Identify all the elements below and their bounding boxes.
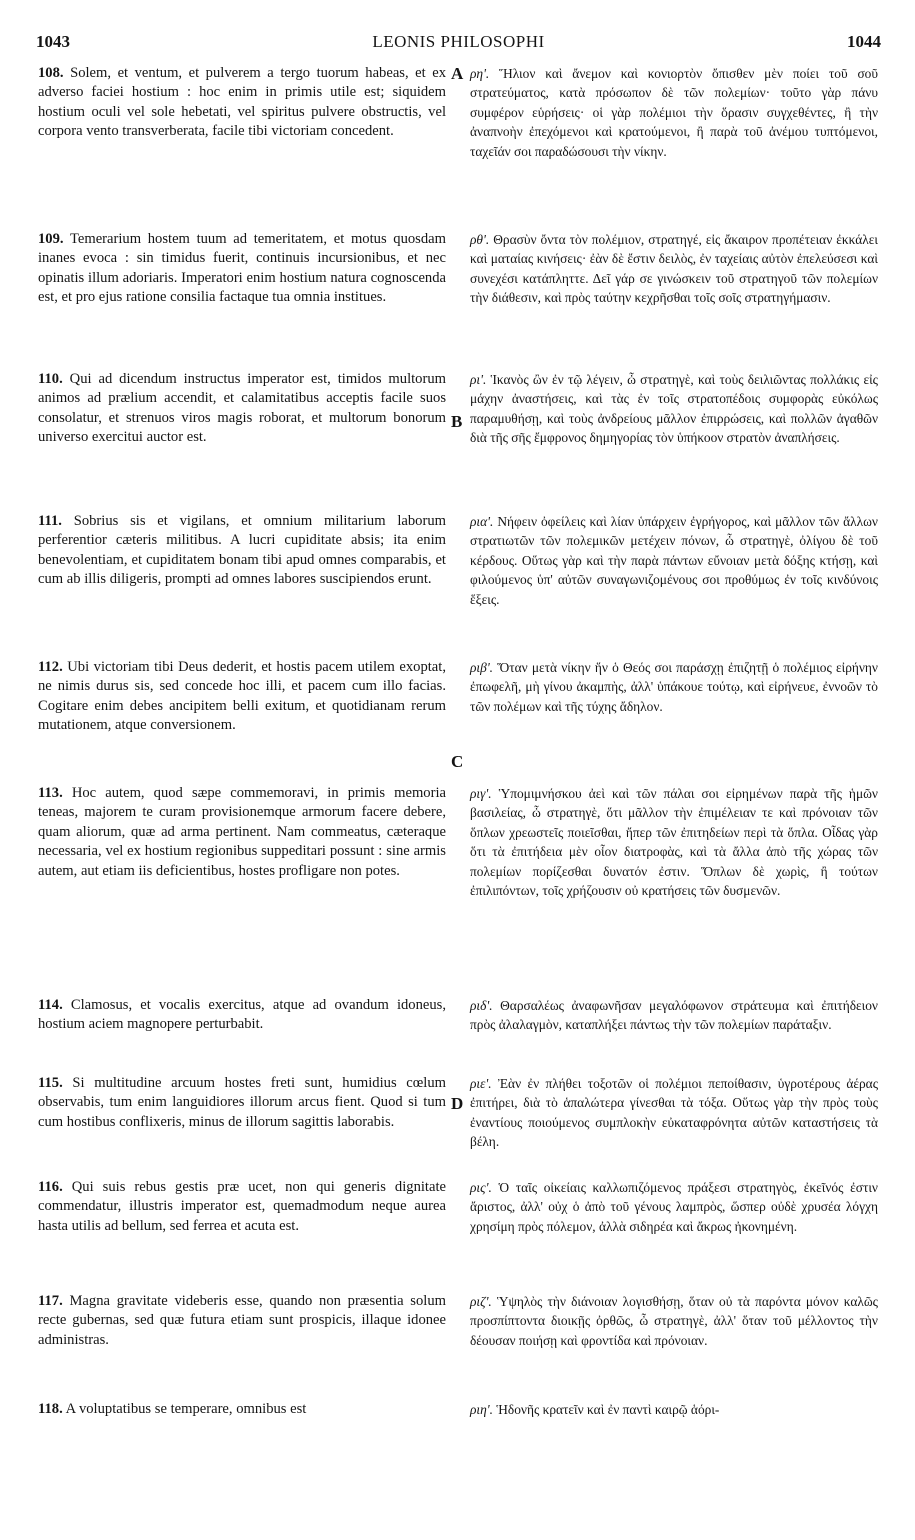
paragraph-text: Solem, et ventum, et pulverem a tergo tuorum habeas, et ex adverso faciei hostium : hoc enim in primis utile est; siquidem hostium oculi vel sole hebetati, vel spiritus pulvere obstructis, vel corpora vento transverberata, facile tibi victoriam concedent. (38, 65, 447, 140)
greek-paragraph-115 (470, 1074, 878, 1152)
paragraph-number: ριβ'. (470, 660, 494, 675)
latin-paragraph-112 (38, 658, 446, 736)
paragraph-text: Magna gravitate videberis esse, quando non præsentia solum recte gubernas, sed quæ futura etiam sunt prospicis, illaque idonee administras. (38, 1293, 446, 1348)
latin-paragraph-116 (38, 1178, 446, 1236)
latin-paragraph-114 (38, 996, 446, 1035)
greek-paragraph-116 (470, 1178, 878, 1236)
greek-paragraph-117 (470, 1292, 878, 1350)
paragraph-number: ριη'. (470, 1402, 494, 1417)
latin-paragraph-117 (38, 1292, 446, 1350)
paragraph-text: Ἐὰν ἐν πλήθει τοξοτῶν οἱ πολέμιοι πεποίθασιν, ὑγροτέρους ἀέρας ἐπιτήρει, διὰ τὸ ἁπαλώτερα γίνεσθαι τὰ τόξα. Οὕτως γὰρ τὴν πρὸς τοὺς ἐναντίους ποιούμενος συμπλοκὴν εὐκαταφρόνητα αὐτῶν καταστήσεις τὰ βέλη. (470, 1076, 878, 1150)
paragraph-text: Ubi victoriam tibi Deus dederit, et hostis pacem utilem exoptat, ne nimis durus sis, sed concede hoc illi, et pacem cum illo facias. Cogitare enim debes ancipitem belli exitum, et quotidianam rerum mutationem, atque conversionem. (38, 659, 446, 734)
paragraph-number: ριζ'. (470, 1294, 492, 1309)
paragraph-number: 116. (38, 1179, 63, 1195)
paragraph-number: 118. (38, 1401, 63, 1417)
latin-paragraph-115 (38, 1074, 446, 1132)
latin-paragraph-113 (38, 784, 446, 881)
greek-paragraph-109 (470, 230, 878, 308)
section-marker-b: B (451, 412, 463, 431)
page-number-left: 1043 (36, 32, 70, 51)
paragraph-number: ρη'. (470, 66, 490, 81)
paragraph-text: Ὑπομιμνήσκου ἀεὶ καὶ τῶν πάλαι σοι εἰρημένων παρὰ τῆς ἡμῶν βασιλείας, ὦ στρατηγὲ, ὅτι μᾶλλον τὴν ἐπιμέλειαν τε καὶ πρόνοιαν τῶν ὅπλων χρεωστεῖς ποιεῖσθαι, ἤπερ τῶν ἐπιτηδείων περὶ τὰ ὅπλα. Οἶδας γὰρ ὅτι τὰ ἐπιτήδεια μὲν οἷον διατροφὰς, καὶ τὰ ἄλλα ἀπὸ τῆς χώρας τῶν πολεμίων πορίζεσθαι δυνατόν ἐστιν. Ὅπλων δὲ χωρὶς, ἢ τούτων ἐπιλιπόντων, τοῖς χρήζουσιν οὐ κρατήσεις τῶν δυσμενῶν. (470, 786, 878, 899)
paragraph-text: Clamosus, et vocalis exercitus, atque ad ovandum idoneus, hostium aciem magnopere perturbabit. (38, 997, 446, 1033)
paragraph-number: ρις'. (470, 1180, 492, 1195)
paragraph-number: 115. (38, 1075, 63, 1091)
section-marker-c: C (451, 752, 464, 771)
paragraph-number: ριδ'. (470, 998, 493, 1013)
greek-paragraph-110 (470, 370, 878, 448)
paragraph-text: Θρασὺν ὄντα τὸν πολέμιον, στρατηγέ, εἰς ἄκαιρον προπέτειαν ἐκκάλει καὶ ματαίας κινήσεις· ἐὰν δὲ ἔστιν δειλὸς, ἐν ταχείαις αὐτὸν ἐπελεύσεσι καὶ συνεχέσι κατάπληττε. Δεῖ γάρ σε γινώσκειν τοῦ στρατηγοῦ τῶν πολεμίων τὴν διάθεσιν, καὶ πρὸς ταύτην κεχρῆσθαι τοῖς σοῖς στρατηγήμασιν. (470, 232, 878, 306)
paragraph-number: ριε'. (470, 1076, 492, 1091)
paragraph-number: ριγ'. (470, 786, 492, 801)
section-marker-d: D (451, 1094, 464, 1113)
greek-paragraph-111 (470, 512, 878, 609)
paragraph-text: Temerarium hostem tuum ad temeritatem, et motus quosdam inanes evoca : sin timidus fuerit, continuis incursionibus, et nec opinatis illum adoriaris. Imperatori enim hostium natura cognoscenda est, et pro ejus ratione consilia factaque tua omnia institues. (38, 231, 446, 306)
paragraph-text: Qui suis rebus gestis præ ucet, non qui generis dignitate commendatur, illustris imperator est, quemadmodum neque aurea hasta utilis ad bellum, sed ferrea et acuta est. (38, 1179, 446, 1234)
paragraph-text: Νήφειν ὀφείλεις καὶ λίαν ὑπάρχειν ἐγρήγορος, καὶ μᾶλλον τῶν ἄλλων στρατιωτῶν τῶν πολεμικῶν μετέχειν πόνων, ὦ στρατηγὲ, ὀλίγου δὲ τοῦ κέρδους. Οὕτως γὰρ καὶ τὴν παρὰ πάντων εὔνοιαν μετὰ δόξης κτήσῃ, καὶ φιλούμενος ὑπ' αὐτῶν συναγωνιζομένους σοι προθύμως ἐν τοῖς κινδύνοις ἕξεις. (470, 514, 878, 607)
latin-paragraph-110 (38, 370, 446, 448)
section-marker-a: A (451, 64, 464, 83)
running-header (36, 32, 881, 58)
paragraph-text: Ὑψηλὸς τὴν διάνοιαν λογισθήσῃ, ὅταν οὐ τὰ παρόντα μόνον καλῶς προσπίπτοντα διοικῇς ὀρθῶς, ὦ στρατηγὲ, ἀλλ' ὅταν τοῦ μέλλοντος τὴν δέουσαν ποιήσῃ καὶ φροντίδα καὶ πρόνοιαν. (470, 1294, 878, 1348)
greek-paragraph-108 (470, 64, 878, 161)
paragraph-number: ρι'. (470, 372, 487, 387)
paragraph-text: A voluptatibus se temperare, omnibus est (65, 1401, 307, 1417)
paragraph-number: 114. (38, 997, 63, 1013)
latin-paragraph-111 (38, 512, 446, 590)
greek-paragraph-114 (470, 996, 878, 1035)
greek-paragraph-118 (470, 1400, 878, 1419)
latin-paragraph-118 (38, 1400, 446, 1419)
latin-paragraph-109 (38, 230, 446, 308)
paragraph-number: 111. (38, 513, 62, 529)
paragraph-text: Θαρσαλέως ἀναφωνῆσαν μεγαλόφωνον στράτευμα καὶ ἐπιτήδειον πρὸς ἀλαλαγμὸν, καταπλήξει πάντως τὴν τῶν πολεμίων παράταξιν. (470, 998, 878, 1033)
running-title: LEONIS PHILOSOPHI (372, 32, 545, 51)
paragraph-number: 110. (38, 371, 63, 387)
paragraph-number: 108. (38, 65, 64, 81)
greek-paragraph-112 (470, 658, 878, 716)
page-number-right: 1044 (847, 32, 881, 51)
paragraph-text: Ἡδονῆς κρατεῖν καὶ ἐν παντὶ καιρῷ ἁόρι- (496, 1402, 720, 1417)
paragraph-number: ρια'. (470, 514, 494, 529)
paragraph-number: ρθ'. (470, 232, 490, 247)
paragraph-text: Si multitudine arcuum hostes freti sunt, humidius cœlum observabis, tum enim languidiores illorum arcus fient. Quod si tum cum hostibus conflixeris, minus de illorum sagittis laborabis. (38, 1075, 446, 1130)
paragraph-text: Ἥλιον καὶ ἄνεμον καὶ κονιορτὸν ὄπισθεν μὲν ποίει τοῦ σοῦ στρατεύματος, κατὰ πρόσωπον δὲ τῶν πολεμίων· τοῦτο γὰρ πάνυ συμφέρον εὑρήσεις· οἱ γὰρ πολέμιοι τὴν ὅρασιν συγχεθέντες, ἢ τὴν ἀναπνοὴν ἐπεχόμενοι καὶ κρατούμενοι, ἢ παρὰ τοῦ ἀνέμου τυπτόμενοι, ταχεῖάν σοι παραδώσουσι τὴν νίκην. (470, 66, 878, 159)
greek-paragraph-113 (470, 784, 878, 900)
paragraph-number: 113. (38, 785, 63, 801)
paragraph-text: Ὅταν μετὰ νίκην ἥν ὁ Θεός σοι παράσχῃ ἐπιζητῇ ὁ πολέμιος εἰρήνην ἐπωφελῆ, μὴ γίνου ἀκαμπὴς, ἀλλ' ὑπάκουε τούτῳ, καὶ εἰρήνευε, ἐννοῶν τὸ τῶν πολέμων καὶ τῆς τύχης ἄδηλον. (470, 660, 878, 714)
paragraph-number: 117. (38, 1293, 63, 1309)
paragraph-text: Qui ad dicendum instructus imperator est, timidos multorum animos ad prælium accendit, et calamitatibus acceptis facile suos consolatur, et strenuos viros magis roborat, et multorum bonorum universo exercitui auctor est. (38, 371, 446, 446)
paragraph-number: 112. (38, 659, 63, 675)
latin-paragraph-108 (38, 64, 446, 142)
paragraph-text: Ἱκανὸς ὢν ἐν τῷ λέγειν, ὦ στρατηγὲ, καὶ τοὺς δειλιῶντας πολλάκις εἰς μάχην ἀναστήσεις, καὶ τὰς ἐν τοῖς στρατοπέδοις συμφορὰς εὐκόλως παραμυθήσῃ, καὶ τοὺς ἀνδρείους μᾶλλον ἐπιρρώσεις, καὶ πολλῶν ἀγαθῶν διὰ τῆς σῆς ἔμφρονος δημηγορίας τὸν ὑπήκοον στρατὸν ἀναπλήσεις. (470, 372, 878, 446)
paragraph-text: Sobrius sis et vigilans, et omnium militarium laborum perferentior cæteris militibus. A lucri cupiditate absis; ita enim benevolentiam, et cupiditatem bonam tibi apud omnes comparabis, et cum ab illis diligeris, prompti ad omnes labores suscipiendos erunt. (38, 513, 446, 588)
paragraph-text: Hoc autem, quod sæpe commemoravi, in primis memoria teneas, majorem te curam provisionemque armorum facere debere, quam aliorum, quæ ad arma pertinent. Nam commeatus, cæteraque necessaria, vel ex hostium regionibus suppeditari possunt : sine armis autem, aut etiam iis deficientibus, hostes profligare non potes. (38, 785, 446, 879)
paragraph-number: 109. (38, 231, 64, 247)
paragraph-text: Ὁ ταῖς οἰκείαις καλλωπιζόμενος πράξεσι στρατηγὸς, ἐκεῖνός ἐστιν ἄριστος, ἀλλ' οὐχ ὁ ἀπὸ τοῦ γένους λαμπρὸς, ὥσπερ οὐδὲ χρυσέα λόγχη χρησίμη πρὸς πόλεμον, ἀλλὰ σιδηρέα καὶ ἄκρως ἠκονημένη. (470, 1180, 878, 1234)
